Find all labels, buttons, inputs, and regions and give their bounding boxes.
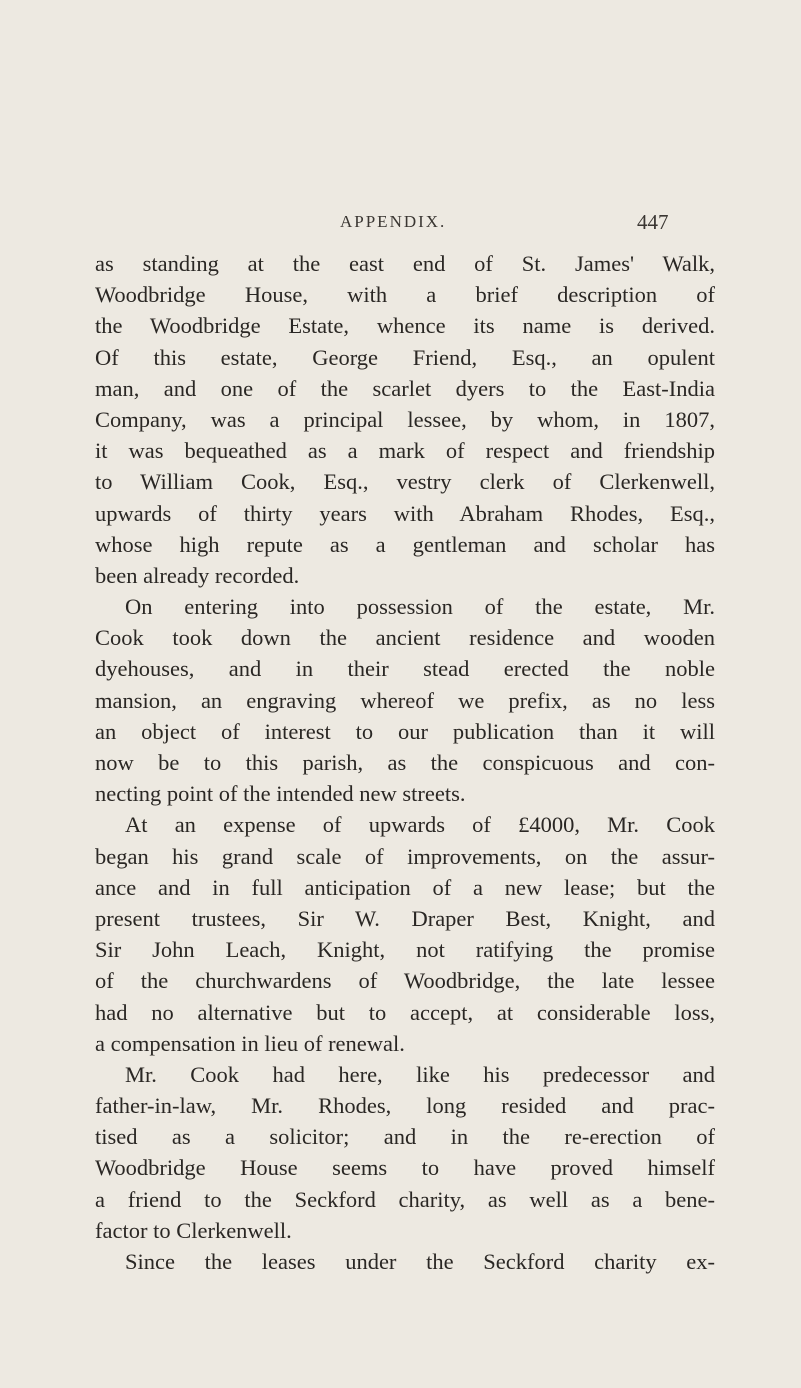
- text-line: Woodbridge House, with a brief description of: [95, 282, 715, 308]
- text-line: ance and in full anticipation of a new lease; but the: [95, 874, 715, 900]
- text-line: a friend to the Seckford charity, as well as a bene-: [95, 1186, 715, 1212]
- text-line: as standing at the east end of St. James' Walk,: [95, 251, 715, 276]
- text-line: now be to this parish, as the conspicuous and con-: [95, 750, 715, 775]
- text-line: At an expense of upwards of £4000, Mr. Cook: [125, 812, 715, 838]
- text-line: factor to Clerkenwell.: [95, 1217, 292, 1243]
- text-line: Since the leases under the Seckford charity ex-: [125, 1249, 715, 1274]
- text-line: a compensation in lieu of renewal.: [95, 1030, 405, 1056]
- text-line: man, and one of the scarlet dyers to the East-India: [95, 375, 715, 401]
- text-line: the Woodbridge Estate, whence its name is derived.: [95, 313, 715, 339]
- text-line: dyehouses, and in their stead erected the noble: [95, 656, 715, 682]
- text-line: Cook took down the ancient residence and wooden: [95, 625, 715, 651]
- page-header: [0, 212, 801, 242]
- body-text: [95, 248, 715, 1277]
- text-line: upwards of thirty years with Abraham Rhodes, Esq.,: [95, 500, 715, 526]
- text-line: Of this estate, George Friend, Esq., an opulent: [95, 344, 715, 370]
- text-line: Company, was a principal lessee, by whom, in 1807,: [95, 406, 715, 432]
- text-line: of the churchwardens of Woodbridge, the late lessee: [95, 968, 715, 994]
- text-line: Sir John Leach, Knight, not ratifying the promise: [95, 937, 715, 963]
- text-line: Mr. Cook had here, like his predecessor and: [125, 1061, 715, 1087]
- text-line: On entering into possession of the estate, Mr.: [125, 594, 715, 620]
- text-line: Woodbridge House seems to have proved himself: [95, 1155, 715, 1181]
- text-line: began his grand scale of improvements, on the assur-: [95, 843, 715, 869]
- text-line: father-in-law, Mr. Rhodes, long resided and prac-: [95, 1093, 715, 1119]
- running-head: APPENDIX.: [340, 212, 447, 231]
- text-line: been already recorded.: [95, 562, 300, 588]
- text-line: mansion, an engraving whereof we prefix, as no less: [95, 687, 715, 713]
- text-line: necting point of the intended new streets.: [95, 781, 466, 807]
- text-line: to William Cook, Esq., vestry clerk of Clerkenwell,: [95, 469, 715, 495]
- text-line: whose high repute as a gentleman and scholar has: [95, 531, 715, 557]
- text-line: present trustees, Sir W. Draper Best, Knight, and: [95, 905, 715, 931]
- text-line: it was bequeathed as a mark of respect and friendship: [95, 438, 715, 464]
- text-line: an object of interest to our publication than it will: [95, 718, 715, 744]
- page-number: 447: [637, 210, 669, 234]
- text-line: had no alternative but to accept, at considerable loss,: [95, 999, 715, 1025]
- text-line: tised as a solicitor; and in the re-erection of: [95, 1124, 715, 1150]
